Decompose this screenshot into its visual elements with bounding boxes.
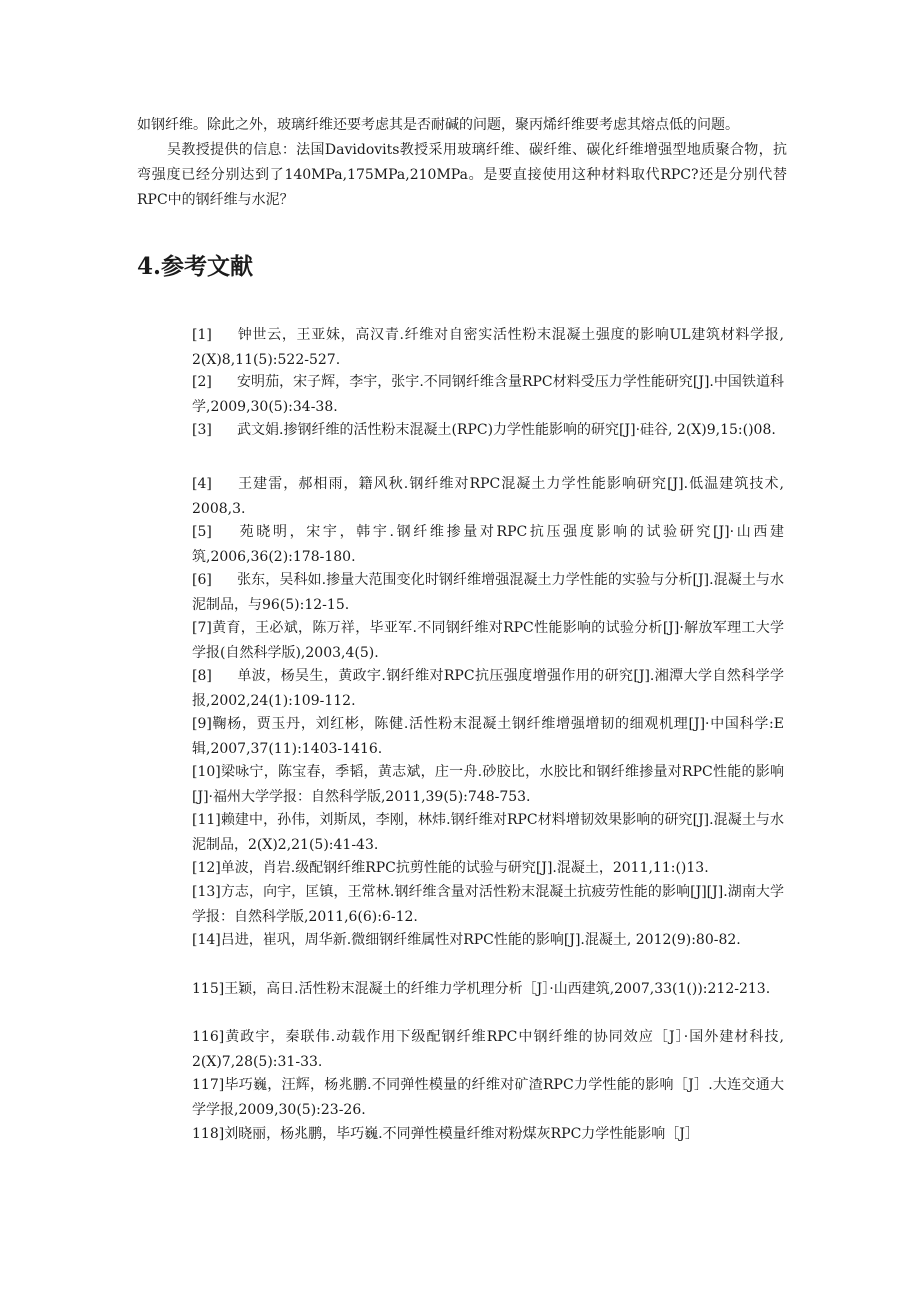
intro-paragraph-professor-info: 吴教授提供的信息：法国Davidovits教授采用玻璃纤维、碳纤维、碳化纤维增强型地质聚合物，抗弯强度已经分别达到了140MPa,175MPa,210MPa。是要直接使用这种材料取代RPC?还是分别代替RPC中的钢纤维与水泥？ xyxy=(137,142,787,208)
reference-item: [9]鞠杨，贾玉丹，刘红彬，陈健.活性粉末混凝土钢纤维增强增韧的细观机理[J]·中国科学:E辑,2007,37(11):1403-1416. xyxy=(192,716,784,757)
reference-item: [4] 王建雷，郝相雨，籍风秋.钢纤维对RPC混凝土力学性能影响研究[J].低温建筑技术, 2008,3. xyxy=(192,476,784,517)
reference-item: [1] 钟世云，王亚妹，高汉青.纤维对自密实活性粉末混凝土强度的影响UL建筑材料学报, 2(X)8,11(5):522-527. xyxy=(192,327,784,368)
reference-item: [13]方志，向宇，匡镇，王常林.钢纤维含量对活性粉末混凝土抗疲劳性能的影响[J][J].湖南大学学报：自然科学版,2011,6(6):6-12. xyxy=(192,884,784,925)
reference-item: [14]吕进，崔巩，周华新.微细钢纤维属性对RPC性能的影响[J].混凝土, 2012(9):80-82. xyxy=(192,932,741,948)
reference-item: [6] 张东，吴科如.掺量大范围变化时钢纤维增强混凝土力学性能的实验与分析[J].混凝土与水泥制品，与96(5):12-15. xyxy=(192,572,784,613)
reference-item: 116]黄政宇，秦联伟.动载作用下级配钢纤维RPC中钢纤维的协同效应［J］·国外建材科技, 2(X)7,28(5):31-33. xyxy=(192,1029,784,1070)
reference-item: 118]刘晓丽，杨兆鹏，毕巧巍.不同弹性模量纤维对粉煤灰RPC力学性能影响［J］ xyxy=(192,1126,699,1142)
intro-paragraph-continuation: 如钢纤维。除此之外，玻璃纤维还要考虑其是否耐碱的问题，聚丙烯纤维要考虑其熔点低的问题。 xyxy=(137,117,739,133)
section-heading-references: 4.参考文献 xyxy=(137,253,254,280)
reference-item: [2] 安明茄，宋子辉，李宇，张宇.不同钢纤维含量RPC材料受压力学性能研究[J].中国铁道科学,2009,30(5):34-38. xyxy=(192,374,784,415)
reference-item: 117]毕巧巍，汪辉，杨兆鹏.不同弹性模量的纤维对矿渣RPC力学性能的影响［J］.大连交通大学学报,2009,30(5):23-26. xyxy=(192,1077,784,1118)
reference-item: [10]梁咏宁，陈宝春，季韬，黄志斌，庄一舟.砂胶比，水胶比和钢纤维掺量对RPC性能的影响[J]·福州大学学报：自然科学版,2011,39(5):748-753. xyxy=(192,764,784,805)
reference-item: 115]王颖，高日.活性粉末混凝土的纤维力学机理分析［J］·山西建筑,2007,33(1()):212-213. xyxy=(192,981,771,997)
reference-item: [3] 武文娟.掺钢纤维的活性粉末混凝土(RPC)力学性能影响的研究[J]·硅谷, 2(X)9,15:()08. xyxy=(192,422,776,438)
reference-item: [11]赖建中，孙伟，刘斯凤，李刚，林炜.钢纤维对RPC材料增韧效果影响的研究[J].混凝土与水泥制品，2(X)2,21(5):41-43. xyxy=(192,812,784,853)
reference-item: [5] 苑晓明，宋宇，韩宇.钢纤维掺量对RPC抗压强度影响的试验研究[J]·山西建筑,2006,36(2):178-180. xyxy=(192,524,784,565)
reference-item: [8] 单波，杨吴生，黄政宇.钢纤维对RPC抗压强度增强作用的研究[J].湘潭大学自然科学学报,2002,24(1):109-112. xyxy=(192,668,784,709)
reference-item: [7]黄育，王必斌，陈万祥，毕亚军.不同钢纤维对RPC性能影响的试验分析[J]·解放军理工大学学报(自然科学版),2003,4(5). xyxy=(192,620,784,661)
reference-item: [12]单波，肖岩.级配钢纤维RPC抗剪性能的试验与研究[J].混凝土，2011,11:()13. xyxy=(192,860,709,876)
